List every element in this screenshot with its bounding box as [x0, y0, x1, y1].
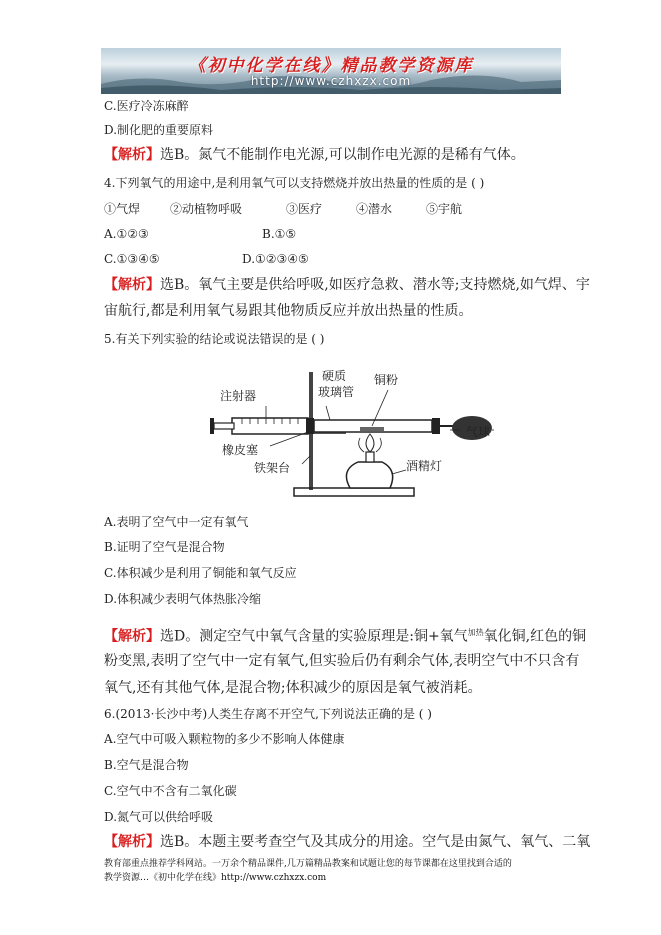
- alcohol-lamp: [346, 462, 392, 488]
- label-tube-1: 硬质: [322, 369, 347, 383]
- q4-analysis-line1: [104, 274, 590, 296]
- analysis-tag: 【解析】: [104, 834, 160, 850]
- q5-analysis-line2: 粉变黑,表明了空气中一定有氧气,但实验后仍有剩余气体,表明空气中不只含有: [104, 653, 580, 669]
- label-lamp: 酒精灯: [406, 459, 443, 473]
- q6-option-a: A.空气中可吸入颗粒物的多少不影响人体健康: [104, 732, 345, 746]
- analysis-text: 选B。氧气主要是供给呼吸,如医疗急救、潜水等;支持燃烧,如气焊、宇: [160, 277, 590, 293]
- q4-item-3: ③医疗: [286, 202, 323, 216]
- question-4: 4.下列氧气的用途中,是利用氧气可以支持燃烧并放出热量的性质的是 ( ): [104, 176, 485, 190]
- footer-line2[interactable]: 教学资源…《初中化学在线》http://www.czhxzx.com: [104, 873, 327, 883]
- analysis-tag: 【解析】: [104, 147, 160, 163]
- flame: [366, 434, 374, 452]
- q6-option-d: D.氮气可以供给呼吸: [104, 810, 214, 824]
- syringe-barrel: [232, 418, 308, 434]
- q5-option-d: D.体积减少表明气体热胀冷缩: [104, 592, 262, 606]
- copper-powder: [360, 427, 384, 431]
- q4-option-c: C.①③④⑤: [104, 252, 160, 266]
- syringe-handle: [210, 418, 214, 434]
- q3-option-c: C.医疗冷冻麻醉: [104, 99, 189, 113]
- q4-analysis-line2: 宙航行,都是利用氧气易跟其他物质反应并放出热量的性质。: [104, 303, 473, 319]
- q5-option-c: C.体积减少是利用了铜能和氧气反应: [104, 566, 297, 580]
- q4-option-d: D.①②③④⑤: [242, 252, 309, 266]
- label-copper: 铜粉: [374, 373, 399, 387]
- q4-item-5: ⑤宇航: [426, 202, 463, 216]
- q3-analysis: [104, 144, 525, 166]
- q4-option-b: B.①⑤: [262, 227, 297, 241]
- question-6: 6.(2013·长沙中考)人类生存离不开空气,下列说法正确的是 ( ): [104, 707, 432, 721]
- question-5: 5.有关下列实验的结论或说法错误的是 ( ): [104, 332, 325, 346]
- analysis-text: 选B。氮气不能制作电光源,可以制作电光源的是稀有气体。: [160, 147, 525, 163]
- q4-item-4: ④潜水: [356, 202, 393, 216]
- rubber-stopper-right: [432, 418, 440, 434]
- rubber-stopper-left: [306, 418, 314, 434]
- header-banner: [101, 48, 561, 94]
- q5-analysis-line3: 氧气,还有其他气体,是混合物;体积减少的原因是氧气被消耗。: [104, 680, 482, 696]
- syringe-plunger: [214, 423, 234, 429]
- q5-analysis-line1: [104, 622, 586, 648]
- banner-url[interactable]: http://www.czhxzx.com: [250, 74, 412, 88]
- label-stopper: 橡皮塞: [222, 443, 259, 457]
- label-syringe: 注射器: [220, 389, 257, 403]
- analysis-tag: 【解析】: [104, 277, 160, 293]
- heating-condition: 加热: [467, 628, 484, 637]
- q5-option-a: A.表明了空气中一定有氧气: [104, 515, 249, 529]
- analysis-text: 氧化铜,红色的铜: [483, 628, 587, 645]
- label-stand: 铁架台: [254, 461, 291, 475]
- label-tube-2: 玻璃管: [318, 385, 355, 399]
- footer-line1: 教育部重点推荐学科网站。一万余个精品课件,几万篇精品教案和试题让您的每节课都在这里找到合适的: [104, 859, 512, 869]
- q6-analysis-line1: [104, 831, 590, 853]
- q4-item-2: ②动植物呼吸: [170, 202, 243, 216]
- analysis-text: 选B。本题主要考查空气及其成分的用途。空气是由氮气、氧气、二氧: [160, 834, 591, 850]
- analysis-tag: 【解析】: [104, 628, 160, 645]
- q5-option-b: B.证明了空气是混合物: [104, 540, 225, 554]
- analysis-text: 选D。测定空气中氧气含量的实验原理是:铜+氧气: [160, 628, 468, 645]
- q4-item-1: ①气焊: [104, 202, 141, 216]
- experiment-apparatus-figure: [210, 366, 500, 508]
- label-balloon: 气球: [466, 425, 491, 439]
- q6-option-c: C.空气中不含有二氧化碳: [104, 784, 237, 798]
- banner-title: 《初中化学在线》精品教学资源库: [188, 56, 474, 76]
- q3-option-d: D.制化肥的重要原料: [104, 123, 214, 137]
- q6-option-b: B.空气是混合物: [104, 758, 189, 772]
- q4-option-a: A.①②③: [104, 227, 149, 241]
